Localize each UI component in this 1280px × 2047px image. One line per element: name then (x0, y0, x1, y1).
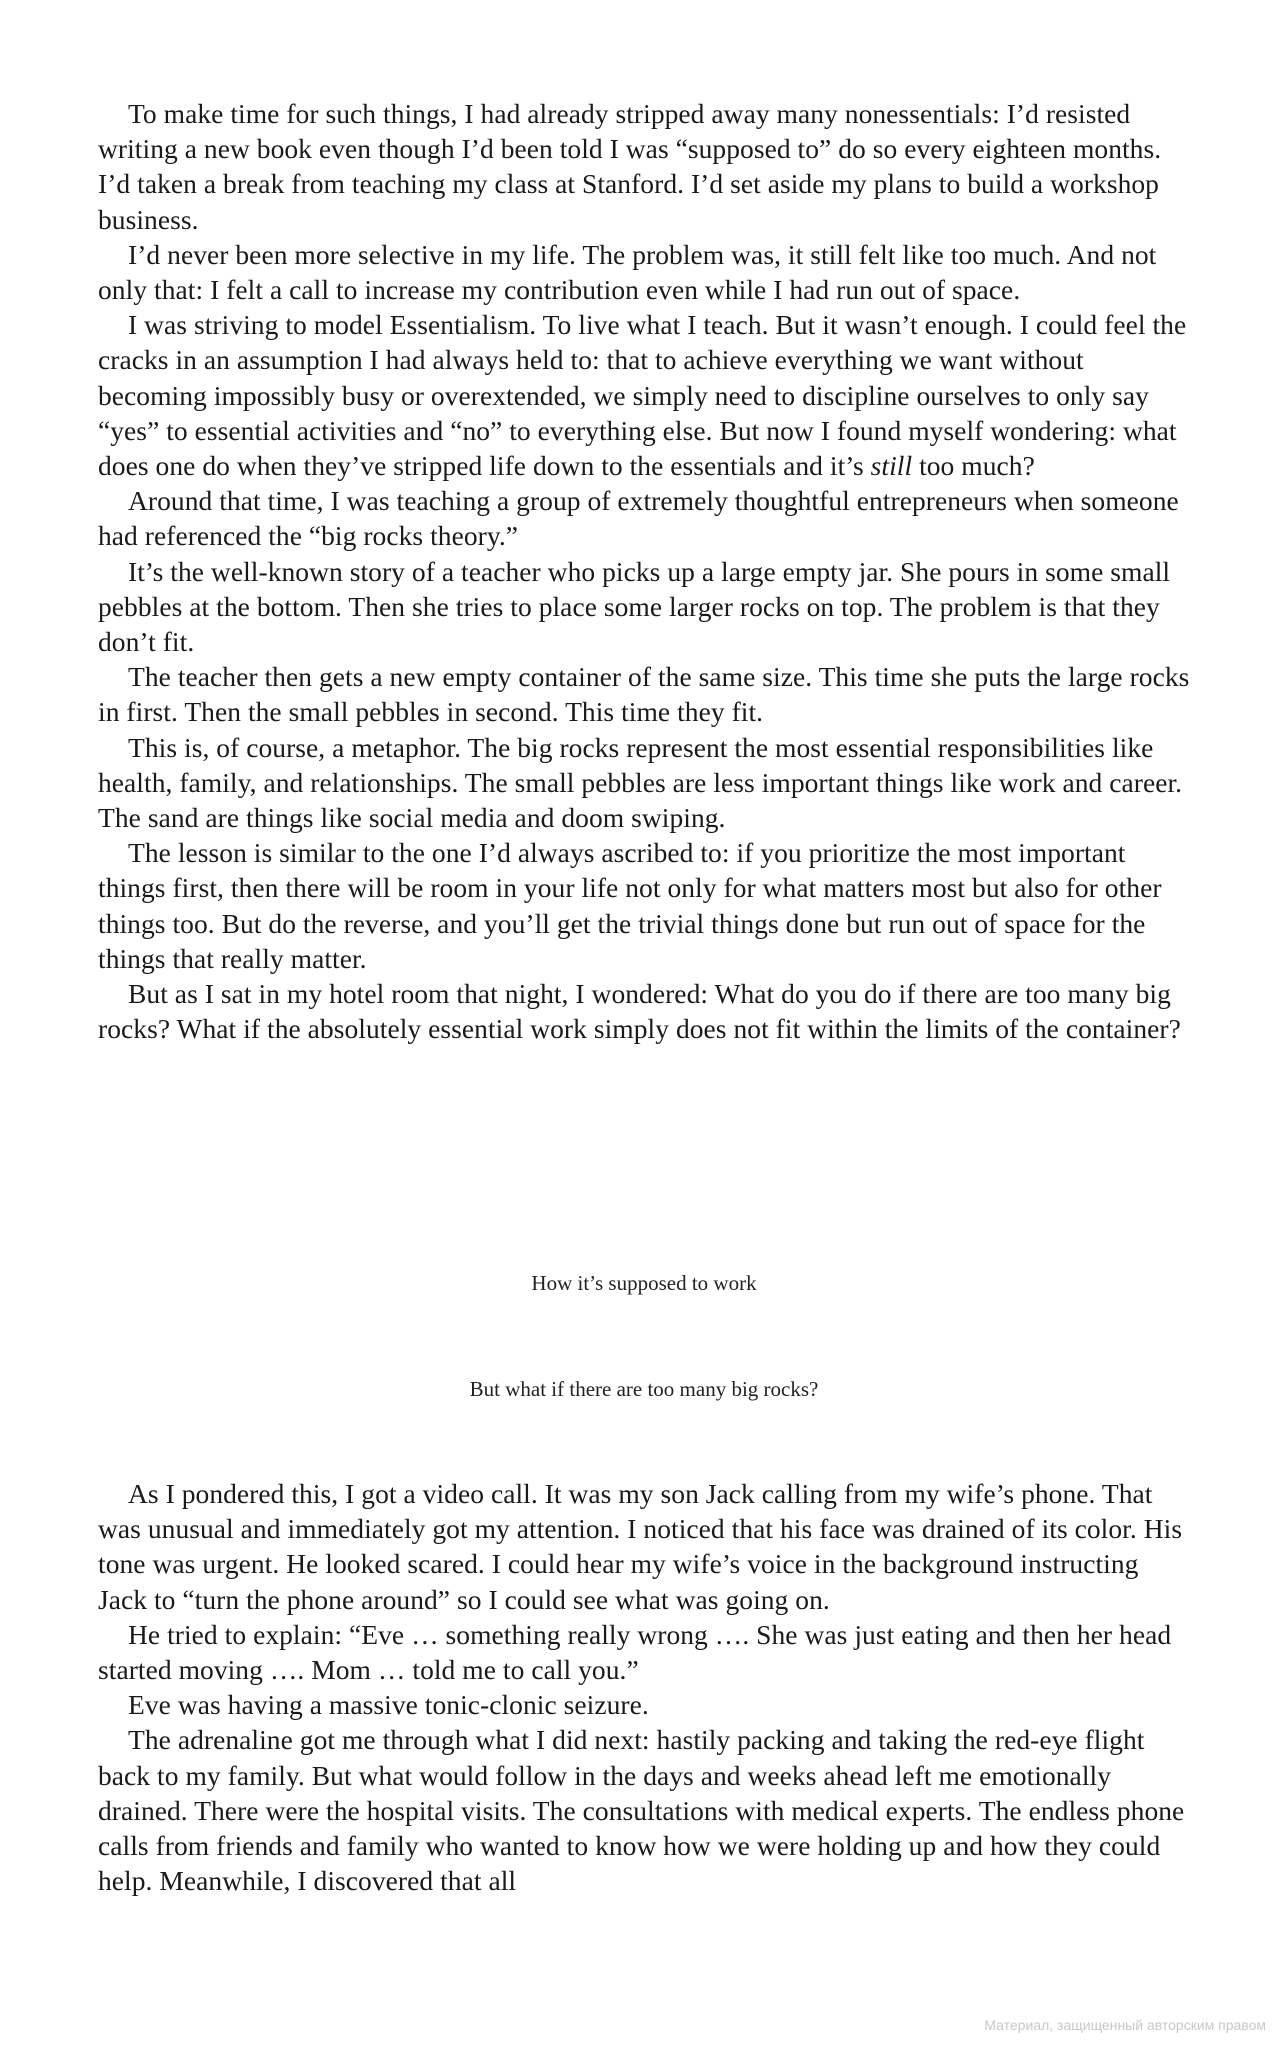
paragraph: The lesson is similar to the one I’d always ascribed to: if you prioritize the most important things first, then there will be room in your life not only for what matters most but also for other things too. But do the reverse, and you’ll get the trivial things done but run out of space for the things that really matter. (98, 837, 1162, 974)
text-block-after-figure (98, 1476, 1190, 1898)
paragraph: He tried to explain: “Eve … something really wrong …. She was just eating and then her head started moving …. Mom … told me to call you.” (98, 1618, 1172, 1686)
paragraph-text: I was striving to model Essentialism. To live what I teach. But it wasn’t enough. I could feel the cracks in an assumption I had always held to: that to achieve everything we want without becoming impossibly busy or overextended, we simply need to discipline ourselves to only say “yes” to essential activities and “no” to everything else. But now I found myself wondering: what does one do when they’ve stripped life down to the essentials and it’s (98, 309, 1187, 482)
paragraph: To make time for such things, I had already stripped away many nonessentials: I’d resisted writing a new book even though I’d been told I was “supposed to” do so every eighteen months. I’d taken a break from teaching my class at Stanford. I’d set aside my plans to build a workshop business. (98, 98, 1162, 235)
paragraph: But as I sat in my hotel room that night, I wondered: What do you do if there are too many big rocks? What if the absolutely essential work simply does not fit within the limits of the container? (98, 978, 1181, 1045)
figure-caption-first: How it’s supposed to work (531, 1271, 757, 1295)
paragraph: Around that time, I was teaching a group of extremely thoughtful entrepreneurs when someone had referenced the “big rocks theory.” (98, 485, 1179, 552)
paragraph: As I pondered this, I got a video call. It was my son Jack calling from my wife’s phone. That was unusual and immediately got my attention. I noticed that his face was drained of its color. His tone was urgent. He looked scared. I could hear my wife’s voice in the background instructing Jack to “turn the phone around” so I could see what was going on. (98, 1478, 1183, 1615)
emphasized-word: still (870, 450, 913, 482)
text-block-before-figure (98, 96, 1190, 1046)
paragraph: The teacher then gets a new empty container of the same size. This time she puts the large rocks in first. Then the small pebbles in second. This time they fit. (98, 661, 1190, 728)
paragraph: The adrenaline got me through what I did next: hastily packing and taking the red-eye flight back to my family. But what would follow in the days and weeks ahead left me emotionally drained. There were the hospital visits. The consultations with medical experts. The endless phone calls from friends and family who wanted to know how we were holding up and how they could help. Meanwhile, I discovered that all (98, 1724, 1185, 1897)
paragraph (98, 307, 1190, 483)
paragraph: It’s the well-known story of a teacher who picks up a large empty jar. She pours in some small pebbles at the bottom. Then she tries to place some larger rocks on top. The problem is that they don’t fit. (98, 555, 1171, 658)
figure-caption-second: But what if there are too many big rocks? (469, 1377, 819, 1401)
copyright-watermark: Материал, защищенный авторским правом (984, 2017, 1266, 2033)
paragraph-text: too much? (912, 450, 1035, 482)
paragraph: This is, of course, a metaphor. The big rocks represent the most essential responsibilities like health, family, and relationships. The small pebbles are less important things like work and career. The sand are things like social media and doom swiping. (98, 731, 1183, 834)
paragraph: I’d never been more selective in my life. The problem was, it still felt like too much. And not only that: I felt a call to increase my contribution even while I had run out of space. (98, 238, 1157, 306)
paragraph: Eve was having a massive tonic-clonic seizure. (128, 1689, 649, 1721)
